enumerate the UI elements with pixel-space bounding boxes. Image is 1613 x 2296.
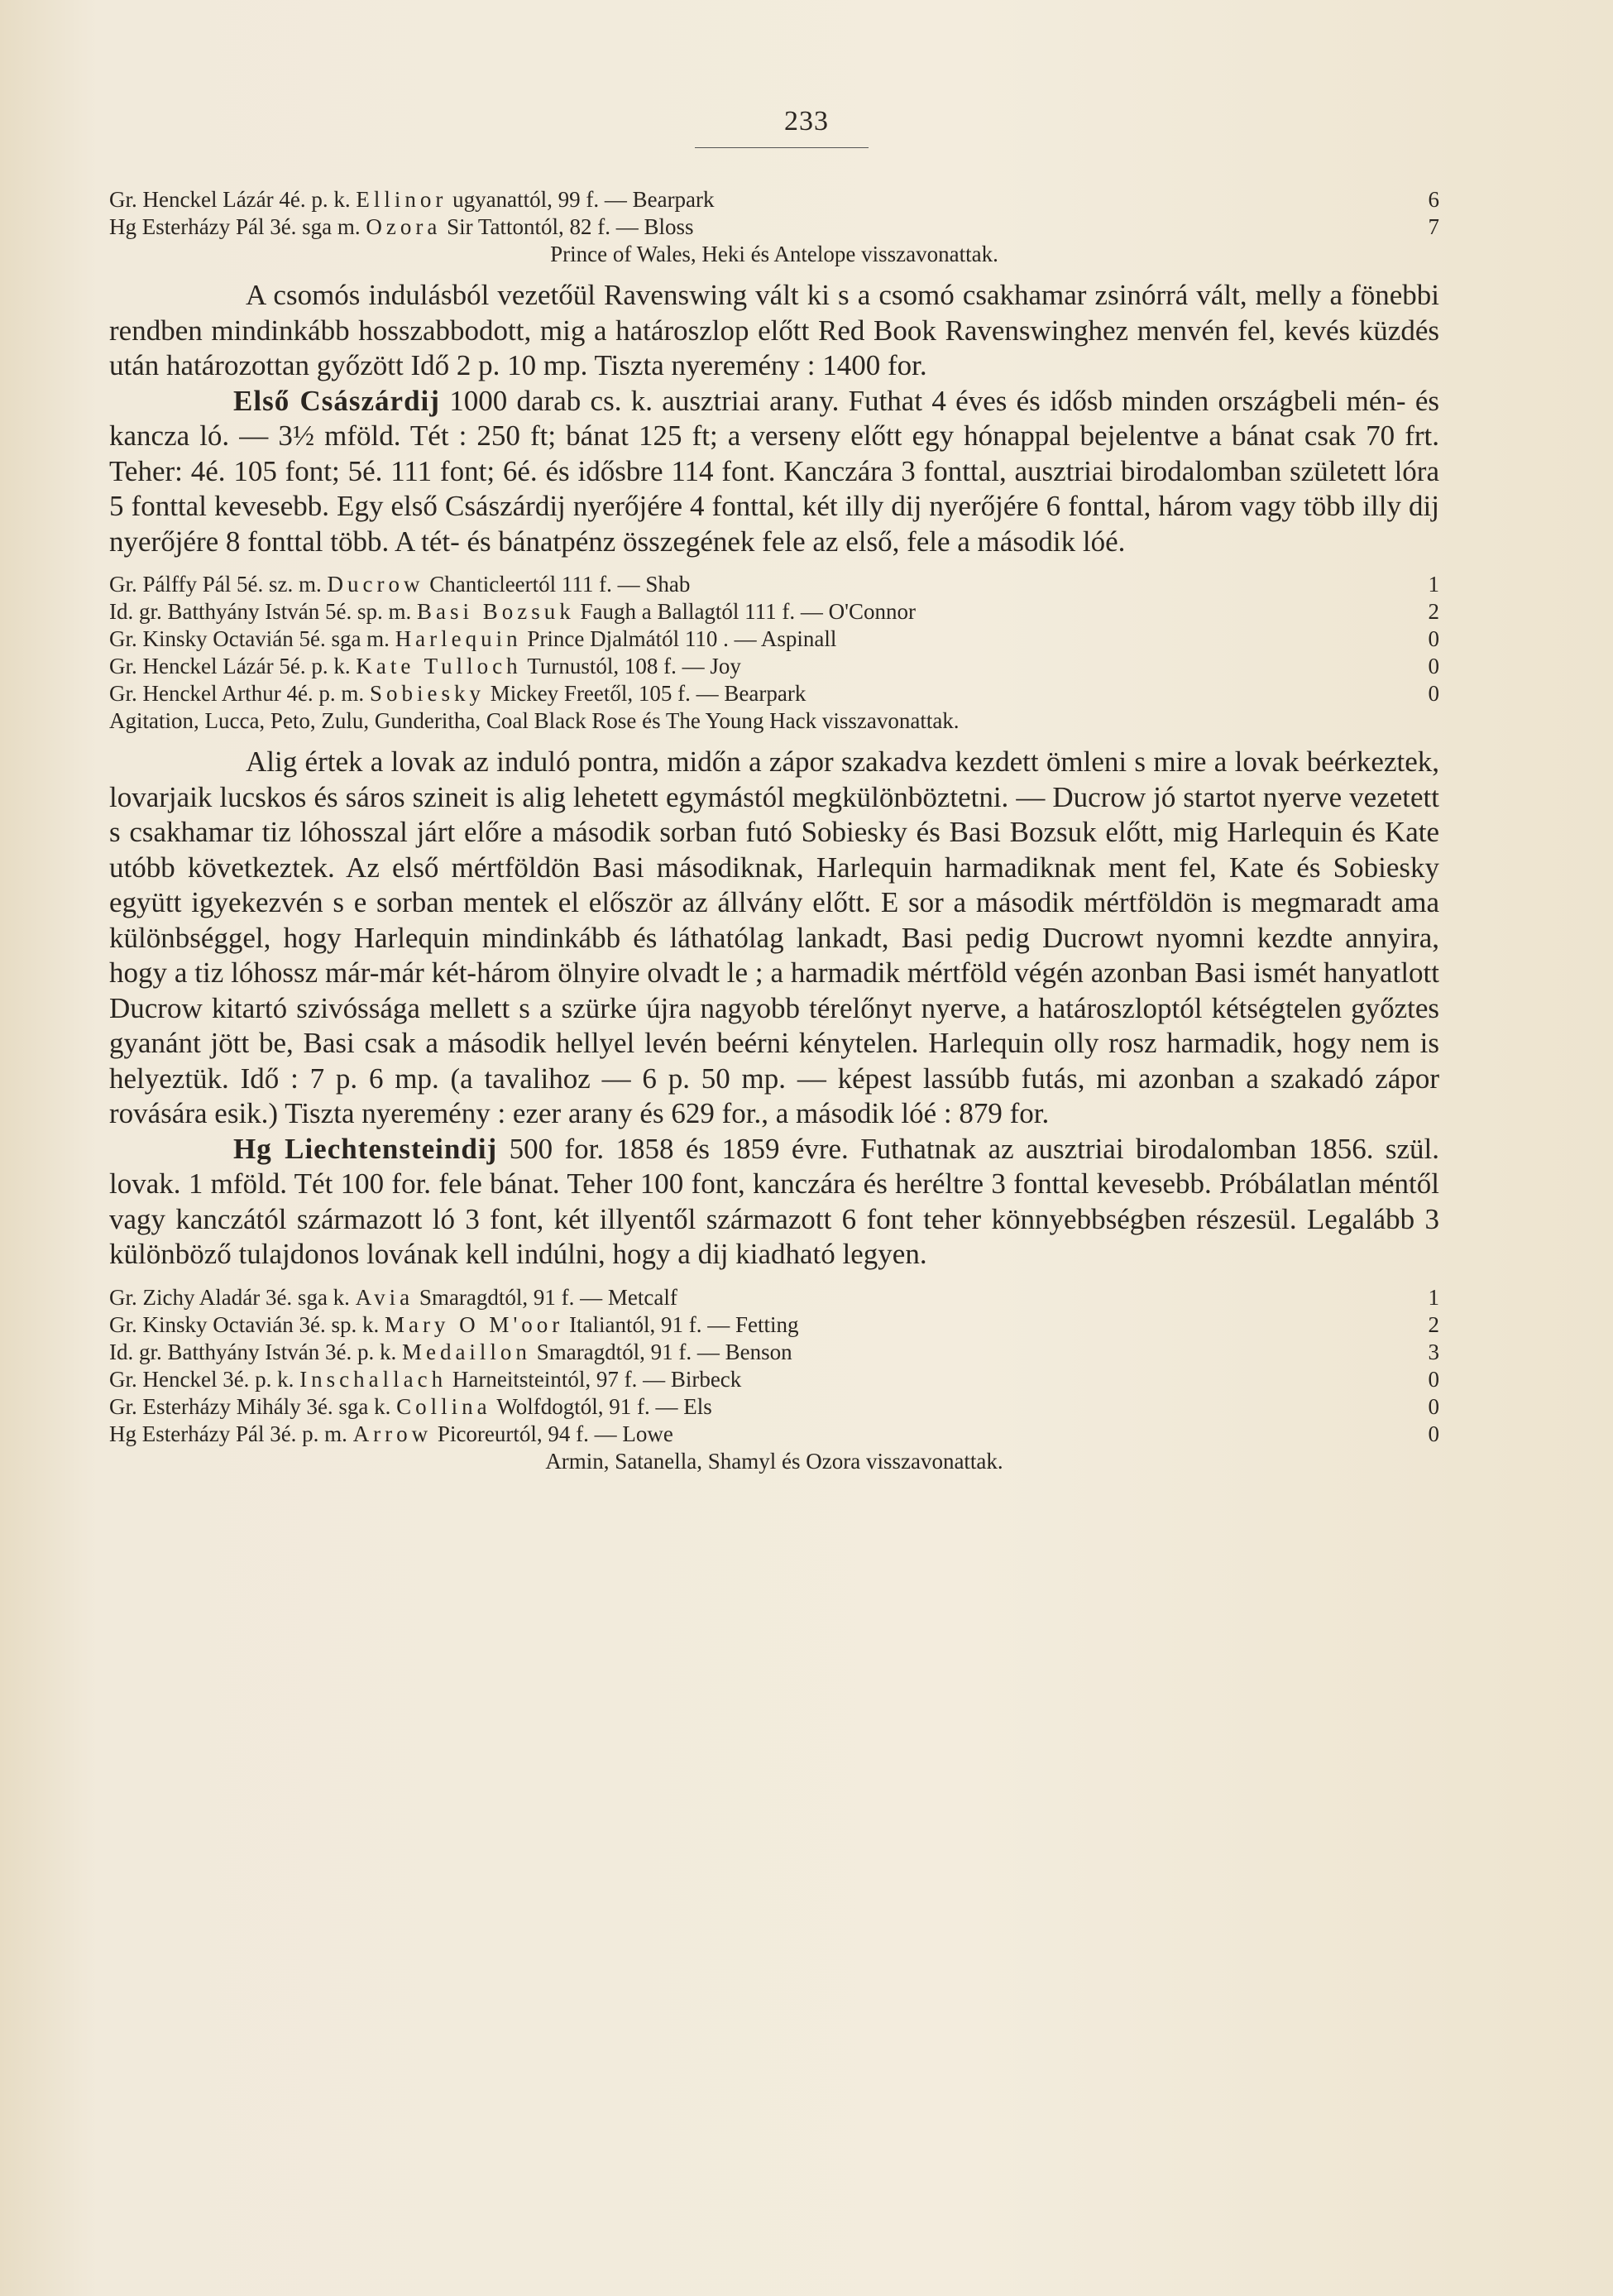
result-row <box>109 680 1439 707</box>
result-row <box>109 1311 1439 1339</box>
horse-name: Inschallach <box>299 1366 448 1392</box>
result-detail: Sir Tattontól, 82 f. — Bloss <box>447 214 694 239</box>
result-detail: Chanticleertól 111 f. — Shab <box>429 572 691 597</box>
result-row <box>109 1421 1439 1448</box>
placing: 0 <box>1428 1393 1439 1419</box>
withdrawn-note <box>109 707 1439 735</box>
owner: Gr. Kinsky Octavián 3é. sp. k. <box>109 1311 380 1337</box>
race-results-list <box>109 1284 1439 1475</box>
page-content <box>109 186 1439 1485</box>
placing: 1 <box>1428 572 1439 597</box>
result-detail: Smaragdtól, 91 f. — Metcalf <box>419 1284 677 1310</box>
placing: 0 <box>1428 681 1439 706</box>
result-row <box>109 1393 1439 1421</box>
result-detail: Harneitsteintól, 97 f. — Birbeck <box>452 1366 742 1392</box>
result-row <box>109 1339 1439 1366</box>
race-conditions: 1000 darab cs. k. ausztriai arany. Futhat 4 éves és idősb minden országbeli mén- és kancza ló. — 3½ mföld. Tét : 250 ft; bánat 125 ft; a verseny előtt egy hónappal bejelentve a bánat csak 70 frt. Teher: 4é. 105 font; 5é. 111 font; 6é. és idősbre 114 font. Kanczára 3 fonttal, ausztriai birodalomban született lóra 5 fonttal kevesebb. Egy első Császárdij nyerőjére 4 fonttal, két illy dij nyerőjére 6 fonttal, három vagy több illy dij nyerőjére 8 fonttal több. A tét- és bánatpénz összegének fele az első, fele a második lóé. <box>109 384 1439 558</box>
placing: 0 <box>1428 654 1439 678</box>
horse-name: Ducrow <box>327 572 424 597</box>
result-detail: Prince Djalmától 110 . — Aspinall <box>527 626 837 651</box>
horse-name: Ellinor <box>356 187 448 212</box>
race-conditions: 500 for. 1858 és 1859 évre. Futhatnak az ausztriai birodalomban 1856. szül. lovak. 1 mföld. Tét 100 for. fele bánat. Teher 100 font, kanczára és heréltre 3 fonttal kevesebb. Próbálatlan méntől vagy kanczától származott ló 3 font, két illyentől származott 6 font teher könnyebbségben részesül. Legalább 3 különböző tulajdonos lovának kell indúlni, hogy a dij kiadható legyen. <box>109 1132 1440 1270</box>
result-detail: Turnustól, 108 f. — Joy <box>527 654 741 678</box>
horse-name: Kate Tulloch <box>356 654 522 678</box>
result-detail: Smaragdtól, 91 f. — Benson <box>536 1339 792 1364</box>
page-number: 233 <box>784 106 829 137</box>
owner: Gr. Henckel 3é. p. k. <box>109 1366 294 1392</box>
owner: Gr. Esterházy Mihály 3é. sga k. <box>109 1393 391 1419</box>
placing: 2 <box>1428 1311 1439 1337</box>
horse-name: Basi Bozsuk <box>416 599 575 624</box>
placing: 3 <box>1428 1339 1439 1364</box>
race-title: Hg Liechtensteindij <box>233 1132 498 1165</box>
withdrawn-note: Prince of Wales, Heki és Antelope visszavonattak. <box>550 242 998 266</box>
race-results-list <box>109 571 1439 735</box>
race-heading-paragraph <box>109 1132 1439 1273</box>
result-row <box>109 186 1439 213</box>
race-heading-paragraph <box>109 384 1439 560</box>
page-number-rule <box>695 147 869 148</box>
placing: 1 <box>1428 1284 1439 1310</box>
result-row <box>109 213 1439 241</box>
horse-name: Harlequin <box>395 626 522 651</box>
placing: 2 <box>1428 599 1439 624</box>
race-report-paragraph: Alig értek a lovak az induló pontra, midőn a zápor szakadva kezdett ömleni s mire a lovak beérkeztek, lovarjaik lucskos és sáros szineit is alig lehetett egymástól megkülönböztetni. — Ducrow jó startot nyerve vezetett s csakhamar tiz lóhosszal járt előre a második sorban futó Sobiesky és Basi Bozsuk előtt, mig Harlequin és Kate utóbb következtek. Az első mértföldön Basi másodiknak, Harlequin harmadiknak ment fel, Kate és Sobiesky együtt igyekezvén s e sorban mentek el először az állvány előtt. E sor a második mértföldön is megmaradt ama különbséggel, hogy Harlequin mindinkább és láthatólag lankadt, Basi pedig Ducrowt nyomni kezdte annyira, hogy a tiz lóhossz már-már két-három ölnyire olvadt le ; a harmadik mértföld végén azonban Basi ismét hanyatlott Ducrow kitartó szivóssága mellett s a szürke újra nagyobb térelőnyt nyerve, a határoszloptól kétségtelen győztes gyanánt jött be, Basi csak a második hellyel levén beérni kénytelen. Harlequin olly rosz harmadik, hogy nem is helyeztük. Idő : 7 p. 6 mp. (a tavalihoz — 6 p. 50 mp. — képest lassúbb futás, mi azonban a szakadó zápor rovására esik.) Tiszta nyeremény : ezer arany és 629 for., a második lóé : 879 for. <box>109 745 1439 1129</box>
top-results-list <box>109 186 1439 268</box>
owner: Gr. Zichy Aladár 3é. sga k. <box>109 1284 350 1310</box>
race-title: Első Császárdij <box>233 384 440 417</box>
owner: Hg Esterházy Pál 3é. sga m. <box>109 214 361 239</box>
withdrawn-text: Agitation, Lucca, Peto, Zulu, Gunderitha, Coal Black Rose és The Young Hack visszavonattak. <box>109 708 960 733</box>
result-detail: Wolfdogtól, 91 f. — Els <box>496 1393 712 1419</box>
result-row <box>109 1366 1439 1393</box>
horse-name: Collina <box>396 1393 491 1419</box>
horse-name: Avia <box>355 1284 414 1310</box>
owner: Gr. Pálffy Pál 5é. sz. m. <box>109 572 322 597</box>
result-row <box>109 1284 1439 1311</box>
placing: 0 <box>1428 1366 1439 1392</box>
result-row <box>109 626 1439 653</box>
owner: Gr. Henckel Arthur 4é. p. m. <box>109 681 365 706</box>
horse-name: Ozora <box>366 214 442 239</box>
placing: 0 <box>1428 1421 1439 1446</box>
owner: Gr. Henckel Lázár 4é. p. k. <box>109 187 351 212</box>
owner: Id. gr. Batthyány István 3é. p. k. <box>109 1339 397 1364</box>
owner: Id. gr. Batthyány István 5é. sp. m. <box>109 599 412 624</box>
result-detail: Faugh a Ballagtól 111 f. — O'Connor <box>580 599 917 624</box>
withdrawn-note: Armin, Satanella, Shamyl és Ozora visszavonattak. <box>545 1448 1003 1474</box>
placing: 6 <box>1428 187 1439 212</box>
result-row <box>109 653 1439 680</box>
horse-name: Mary O M'oor <box>384 1311 564 1337</box>
owner: Gr. Kinsky Octavián 5é. sga m. <box>109 626 390 651</box>
horse-name: Arrow <box>352 1421 433 1446</box>
horse-name: Sobiesky <box>369 681 485 706</box>
race-report-paragraph: A csomós indulásból vezetőül Ravenswing vált ki s a csomó csakhamar zsinórrá vált, melly a fönebbi rendben mindinkább hosszabbodott, mig a határoszlop előtt Red Book Ravenswinghez menvén fel, kevés küzdés után határozottan győzött Idő 2 p. 10 mp. Tiszta nyeremény : 1400 for. <box>109 279 1439 381</box>
result-detail: Mickey Freetől, 105 f. — Bearpark <box>490 681 806 706</box>
placing: 0 <box>1428 626 1439 651</box>
placing: 7 <box>1428 214 1439 239</box>
result-detail: Italiantól, 91 f. — Fetting <box>569 1311 799 1337</box>
owner: Hg Esterházy Pál 3é. p. m. <box>109 1421 347 1446</box>
horse-name: Medaillon <box>401 1339 531 1364</box>
result-detail: ugyanattól, 99 f. — Bearpark <box>452 187 715 212</box>
result-detail: Picoreurtól, 94 f. — Lowe <box>437 1421 673 1446</box>
owner: Gr. Henckel Lázár 5é. p. k. <box>109 654 351 678</box>
result-row <box>109 598 1439 626</box>
result-row <box>109 571 1439 598</box>
